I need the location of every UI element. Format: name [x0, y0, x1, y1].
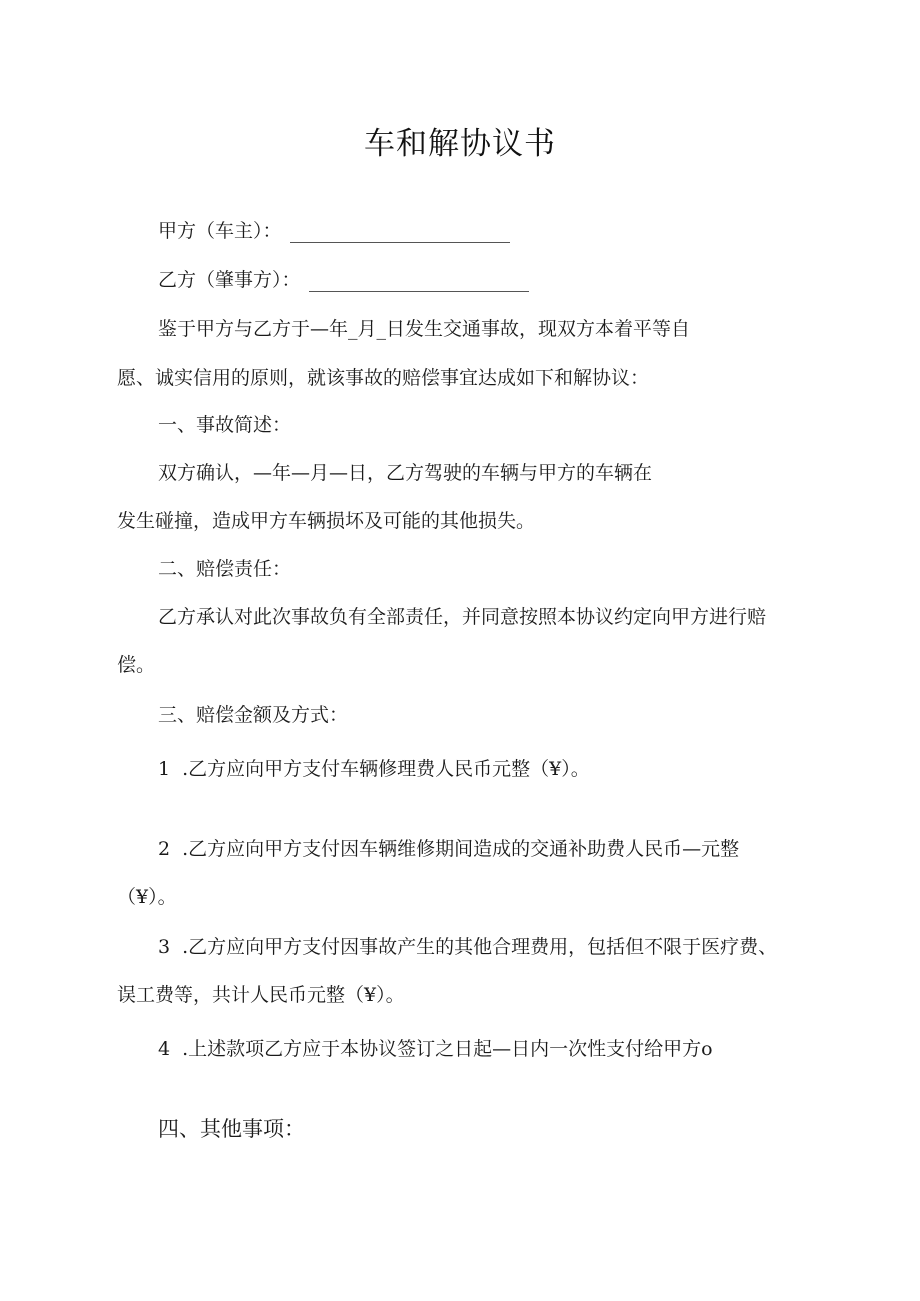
party-a-line	[158, 218, 510, 244]
preamble-line-2: 愿、诚实信用的原则，就该事故的赔偿事宜达成如下和解协议：	[117, 367, 650, 389]
party-b-label: 乙方（肇事方）：	[158, 269, 301, 291]
item-2-line-2: （¥）。	[117, 886, 177, 908]
section1-line-2: 发生碰撞，造成甲方车辆损坏及可能的其他损失。	[117, 510, 536, 532]
item-4	[158, 1036, 713, 1062]
item-3-text: .乙方应向甲方支付因事故产生的其他合理费用，包括但不限于医疗费、	[182, 936, 778, 958]
party-b-line	[158, 267, 529, 293]
item-2-number: 2	[158, 838, 171, 860]
item-4-text: .上述款项乙方应于本协议签订之日起—日内一次性支付给甲方o	[182, 1038, 713, 1060]
item-3-number: 3	[158, 936, 171, 958]
item-1-number: 1	[158, 758, 171, 780]
item-1	[158, 756, 590, 782]
preamble-line-1: 鉴于甲方与乙方于—年_月_日发生交通事故，现双方本着平等自	[158, 318, 691, 340]
section4-heading: 四、其他事项：	[158, 1117, 305, 1141]
section2-line-1: 乙方承认对此次事故负有全部责任，并同意按照本协议约定向甲方进行赔	[158, 606, 767, 628]
item-1-text: .乙方应向甲方支付车辆修理费人民币元整（¥）。	[182, 758, 590, 780]
item-3-line-2: 误工费等，共计人民币元整（¥）。	[117, 984, 405, 1006]
item-4-number: 4	[158, 1038, 171, 1060]
party-a-label: 甲方（车主）：	[158, 220, 282, 242]
document-title: 车和解协议书	[364, 126, 556, 162]
party-a-blank	[290, 222, 510, 243]
item-2	[158, 836, 739, 862]
item-2-text: .乙方应向甲方支付因车辆维修期间造成的交通补助费人民币—元整	[182, 838, 740, 860]
section3-heading: 三、赔偿金额及方式：	[158, 704, 349, 726]
item-3	[158, 934, 777, 960]
party-b-blank	[309, 271, 529, 292]
section2-line-2: 偿。	[117, 654, 156, 676]
section1-line-1: 双方确认，—年—月—日，乙方驾驶的车辆与甲方的车辆在	[158, 462, 653, 484]
section1-heading: 一、事故简述：	[158, 414, 292, 436]
section2-heading: 二、赔偿责任：	[158, 558, 292, 580]
